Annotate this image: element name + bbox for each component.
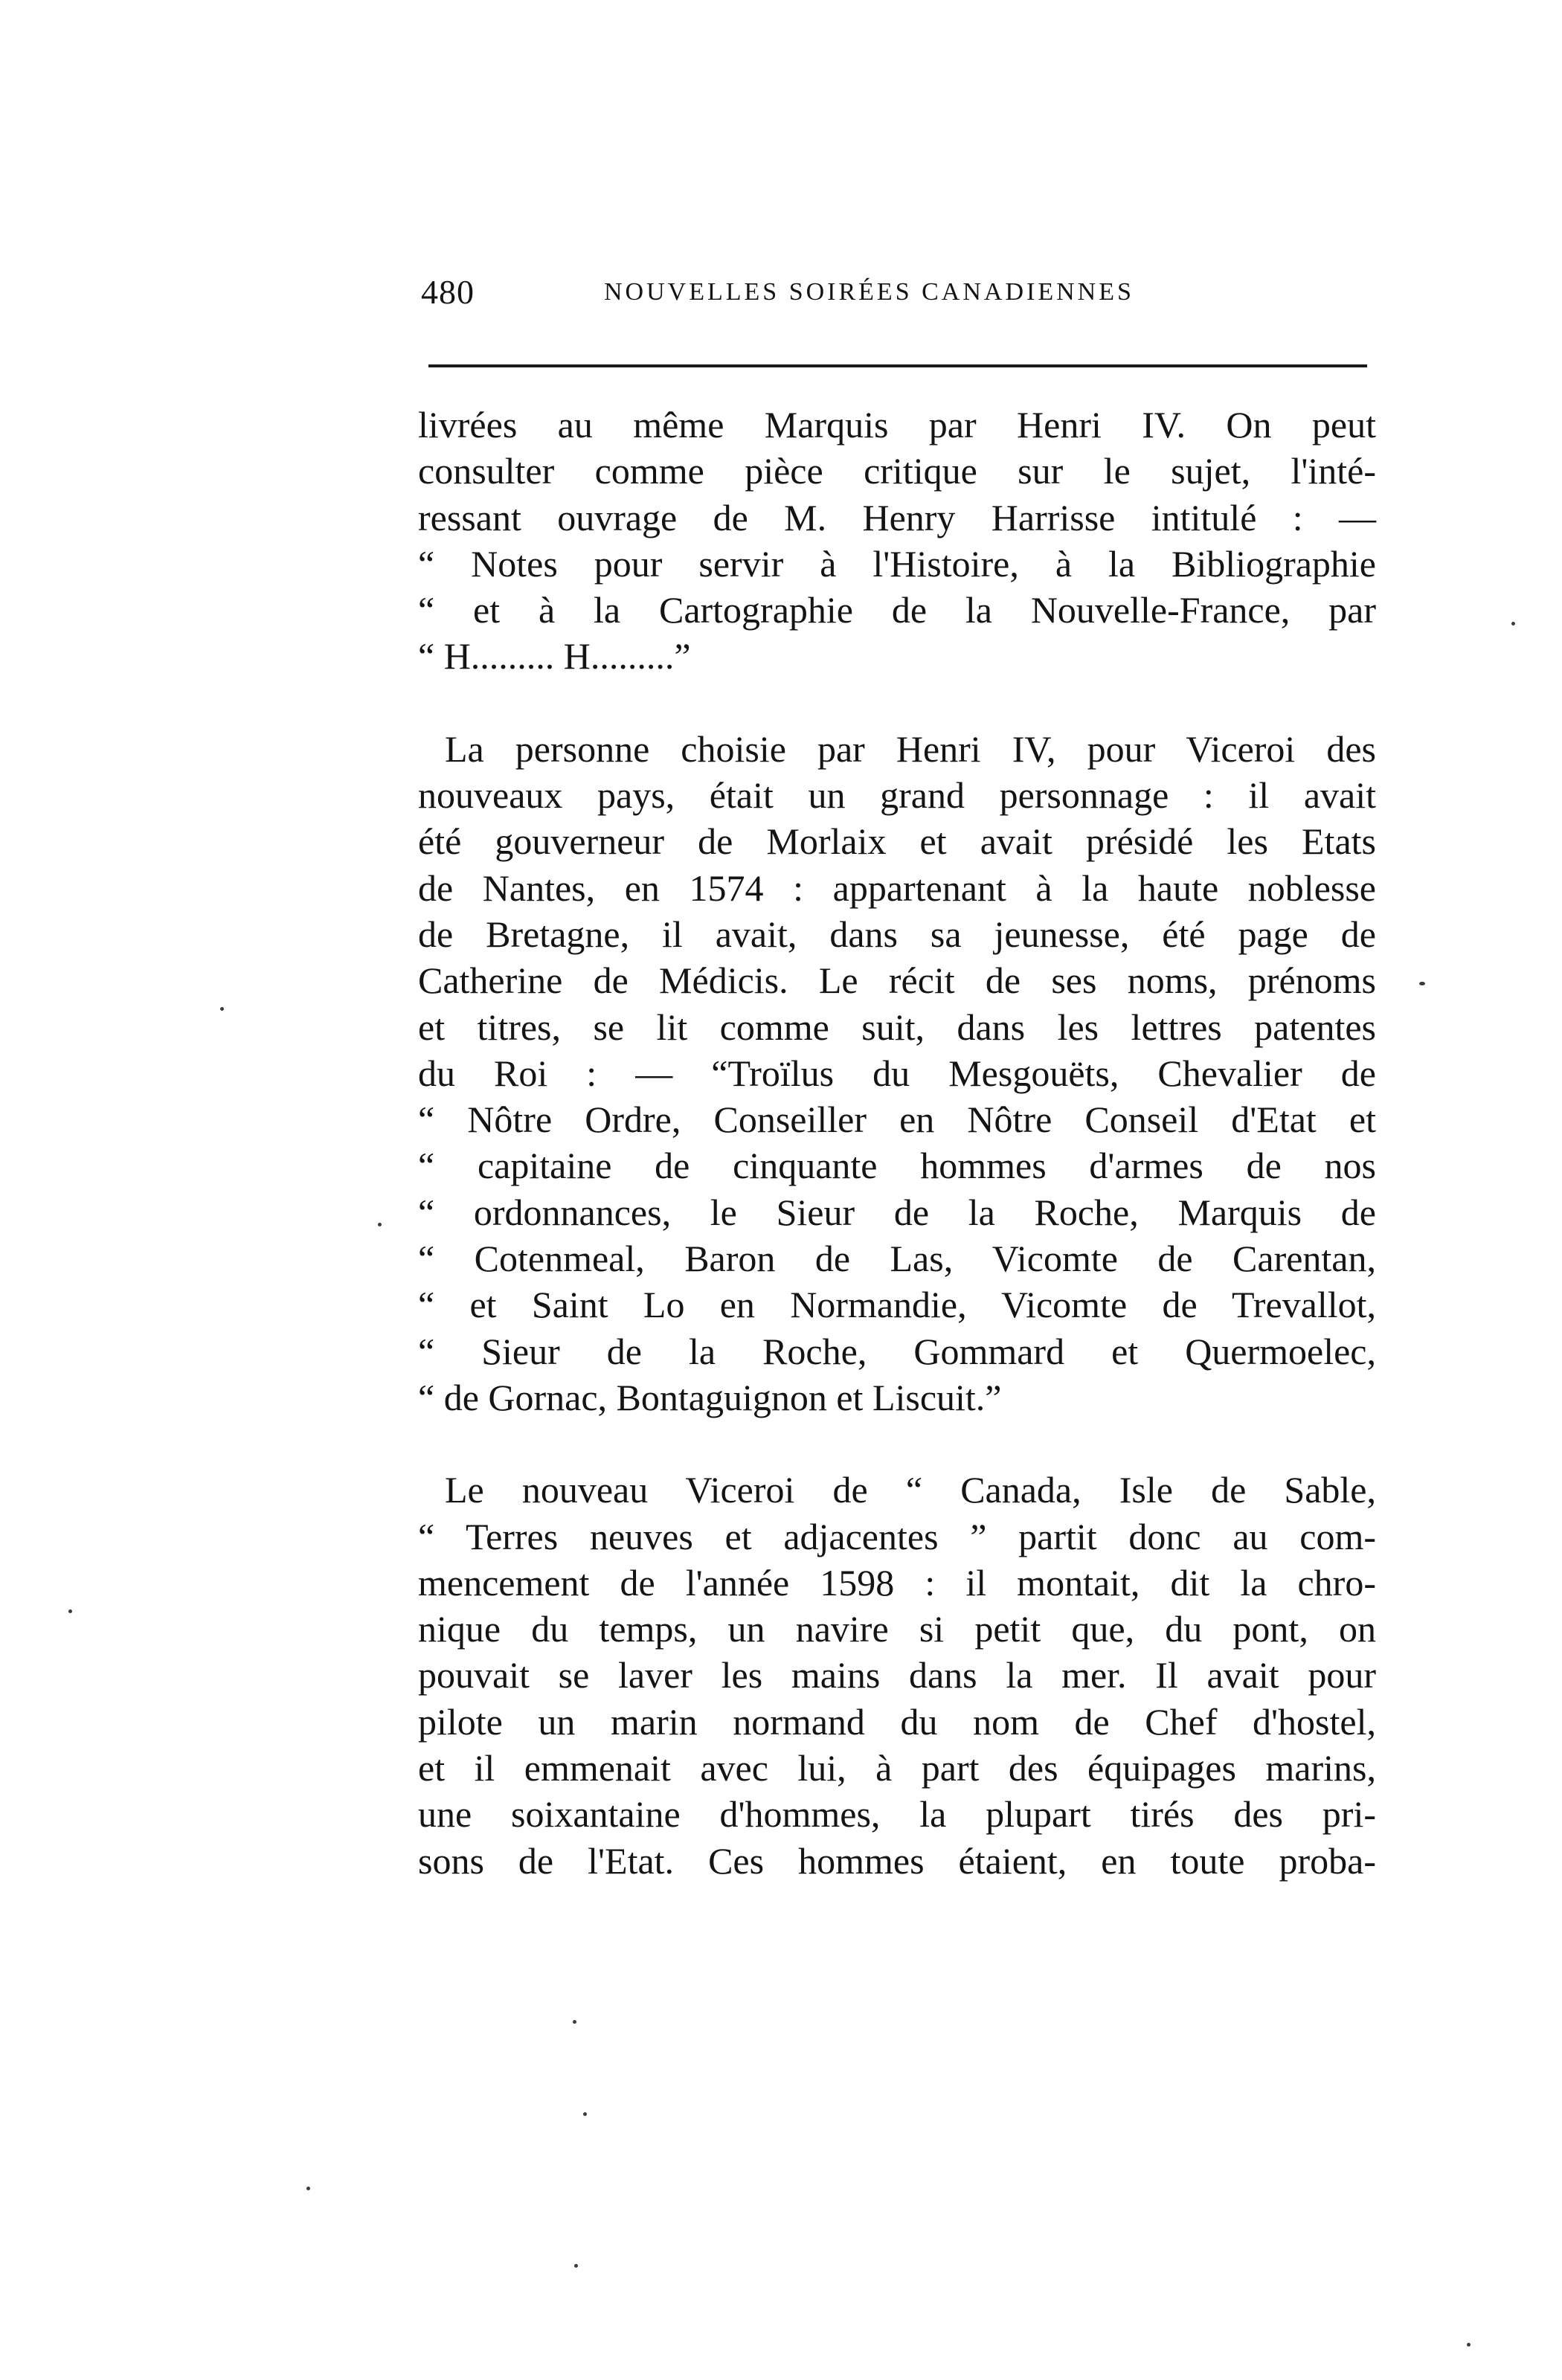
text-line: et titres, se lit comme suit, dans les lettres patentes [418,1006,1376,1048]
text-line: “ capitaine de cinquante hommes d'armes de nos [418,1145,1376,1187]
text-line: ressant ouvrage de M. Henry Harrisse intitulé : — [418,496,1376,538]
text-line: du Roi : — “Troïlus du Mesgouëts, Chevalier de [418,1052,1376,1094]
scan-speck [1419,982,1425,985]
scan-speck [574,2264,578,2268]
text-line: “ Notes pour servir à l'Histoire, à la Bibliographie [418,542,1376,585]
scan-speck [378,1223,382,1226]
page-header [421,272,1366,317]
text-line: consulter comme pièce critique sur le sujet, l'inté- [418,450,1376,492]
paragraph-1 [418,402,1376,680]
text-line: “ Terres neuves et adjacentes ” partit donc au com- [418,1515,1376,1557]
scan-speck [1511,622,1515,625]
paragraph-3 [418,1467,1376,1884]
text-line: La personne choisie par Henri IV, pour Viceroi des [445,727,1376,770]
scan-speck [68,1609,72,1613]
paragraph-2 [418,726,1376,1421]
scan-speck [220,1007,224,1011]
text-line: livrées au même Marquis par Henri IV. On peut [418,404,1376,446]
paragraph-spacer [418,1421,1376,1467]
header-rule [428,364,1367,367]
text-line: Le nouveau Viceroi de “ Canada, Isle de Sable, [445,1469,1376,1511]
text-line: sons de l'Etat. Ces hommes étaient, en toute proba- [418,1839,1376,1882]
running-title: NOUVELLES SOIRÉES CANADIENNES [604,278,1134,306]
scan-speck [306,2187,310,2190]
text-line: pilote un marin normand du nom de Chef d'hostel, [418,1700,1376,1743]
text-line: et il emmenait avec lui, à part des équipages marins, [418,1747,1376,1789]
text-line: nique du temps, un navire si petit que, du pont, on [418,1608,1376,1650]
scan-speck [573,2020,576,2024]
text-line: été gouverneur de Morlaix et avait présidé les Etats [418,820,1376,863]
scan-speck [1467,2343,1471,2347]
text-line: de Nantes, en 1574 : appartenant à la haute noblesse [418,866,1376,909]
body-text [418,402,1376,1884]
text-line: “ ordonnances, le Sieur de la Roche, Marquis de [418,1191,1376,1233]
text-line: “ de Gornac, Bontaguignon et Liscuit.” [418,1376,1002,1418]
text-line: “ H......... H.........” [418,635,691,678]
scan-speck [583,2112,587,2116]
text-line: pouvait se laver les mains dans la mer. Il avait pour [418,1654,1376,1696]
text-line: “ et à la Cartographie de la Nouvelle-France, par [418,589,1376,631]
text-line: “ et Saint Lo en Normandie, Vicomte de Trevallot, [418,1284,1376,1326]
text-line: “ Cotenmeal, Baron de Las, Vicomte de Carentan, [418,1238,1376,1280]
page-number: 480 [421,273,475,311]
text-line: Catherine de Médicis. Le récit de ses noms, prénoms [418,959,1376,1002]
text-line: “ Sieur de la Roche, Gommard et Quermoelec, [418,1330,1376,1372]
text-line: de Bretagne, il avait, dans sa jeunesse, été page de [418,913,1376,955]
text-line: mencement de l'année 1598 : il montait, dit la chro- [418,1561,1376,1604]
paragraph-spacer [418,680,1376,726]
text-line: une soixantaine d'hommes, la plupart tirés des pri- [418,1793,1376,1836]
text-line: “ Nôtre Ordre, Conseiller en Nôtre Conseil d'Etat et [418,1099,1376,1141]
text-line: nouveaux pays, était un grand personnage : il avait [418,774,1376,817]
